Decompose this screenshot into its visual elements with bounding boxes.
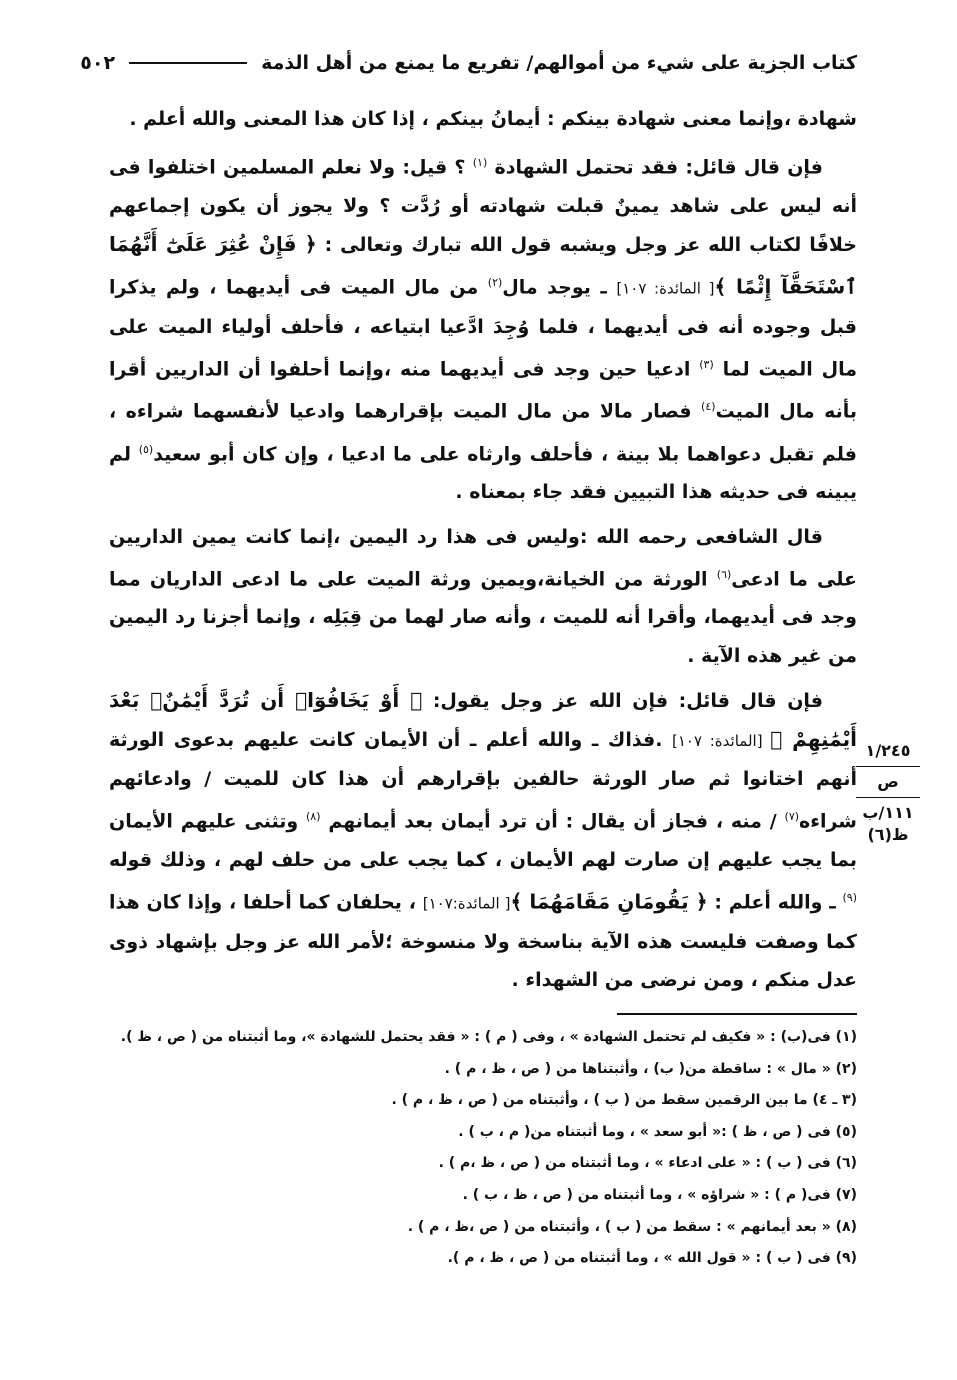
quran-quote: ﴿ أَوْ يَخَافُوٓا۟ أَن تُرَدَّ أَيْمَٰنٌۢ بَعْدَ أَيْمَٰنِهِمْ ﴾ bbox=[109, 687, 857, 752]
running-title: كتاب الجزية على شيء من أموالهم/ تفريع ما يمنع من أهل الذمة bbox=[261, 52, 857, 74]
text-run: شهادة ،وإنما معنى شهادة بينكم : أيمانُ بينكم ، إذا كان هذا المعنى والله أعلم . bbox=[129, 108, 857, 130]
footnote-marker: (٩) bbox=[842, 891, 858, 905]
footnote-marker: (٨) bbox=[305, 810, 321, 824]
margin-rule bbox=[856, 797, 920, 798]
footnote-item: (١) فى(ب) : « فكيف لم تحتمل الشهادة » ، وفى ( م ) : « فقد يحتمل للشهادة »، وما أثبتناه من ( ص ، ظ ). bbox=[120, 1029, 857, 1045]
text-run: فإن قال قائل: فقد تحتمل الشهادة bbox=[487, 156, 823, 179]
text-run: الورثة من الخيانة،ويمين ورثة الميت على ما ادعى الداريان مما وجد فى أيديهما، وأقرا أنه للميت ، وأنه صار لهما من قِبَلِه ، وإنما أجزنا رد اليمين من غير هذه الآية . bbox=[109, 568, 857, 667]
margin-note-folio: ١/٢٤٥ bbox=[865, 741, 911, 760]
text-run: / منه ، فجاز أن يقال : أن ترد أيمان بعد أيمانهم bbox=[320, 810, 785, 833]
paragraph bbox=[109, 144, 857, 511]
text-run: من مال الميت فى أيديهما ، ولم يذكرا قبل وجوده أنه فى أيديهما ، فلما وُجِدَ ادَّعيا ابتياعه ، فأحلف أولياء الميت على مال الميت لما bbox=[109, 276, 857, 381]
paragraph bbox=[109, 100, 857, 138]
marginal-notes bbox=[852, 740, 924, 846]
footnote-item: (٨) « بعد أيمانهم » : سقط من ( ب ) ، وأثبتناه من ( ص ،ظ ، م ) . bbox=[407, 1218, 857, 1235]
footnote-item: (٥) فى ( ص ، ظ ) :« أبو سعد » ، وما أثبتناه من( م ، ب ) . bbox=[458, 1123, 857, 1140]
verse-reference: [ المائدة: ١٠٧] bbox=[616, 279, 715, 298]
text-run: ـ يوجد مال bbox=[502, 276, 617, 299]
verse-reference: [المائدة: ١٠٧] bbox=[672, 732, 771, 751]
text-run: وتثنى عليهم الأيمان بما يجب عليهم إن صارت لهم الأيمان ، كما يجب على من حلف لهم ، وذلك قوله bbox=[109, 810, 857, 871]
quran-quote: ﴿ فَإِنْ عُثِرَ عَلَىٰٓ أَنَّهُمَا ٱسْتَحَقَّآ إِثْمًا ﴾ bbox=[109, 231, 858, 299]
text-run: ـ والله أعلم : bbox=[707, 891, 843, 914]
footnote-marker: (٢) bbox=[487, 276, 503, 290]
page-header bbox=[80, 52, 857, 74]
footnote-item: (٣ ـ ٤) ما بين الرقمين سقط من ( ب ) ، وأثبتناه من ( ص ، ظ ، م ) . bbox=[391, 1092, 857, 1109]
main-text bbox=[109, 100, 857, 1005]
footnote-marker: (٤) bbox=[701, 400, 716, 414]
footnote-marker: (٧) bbox=[784, 810, 800, 824]
text-run: ادعيا حين وجد فى أيديهما منه ،وإنما أحلفوا أن الداريين أقرا بأنه مال الميت bbox=[109, 358, 858, 423]
paragraph bbox=[109, 518, 857, 675]
margin-note-manuscript: ص bbox=[877, 772, 899, 791]
footnote-item: (٩) فى ( ب ) : « قول الله » ، وما أثبتناه من ( ص ، ظ ، م ). bbox=[447, 1250, 857, 1267]
text-run: قال الشافعى رحمه الله :وليس فى هذا رد اليمين ،إنما كانت يمين الداريين على ما ادعى bbox=[109, 525, 857, 591]
footnote-marker: (٥) bbox=[138, 442, 154, 456]
header-rule bbox=[129, 62, 247, 64]
footnotes-list bbox=[109, 1022, 857, 1275]
verse-reference: [ المائدة:١٠٧] bbox=[422, 894, 511, 913]
footnote-item: (٦) فى ( ب ) : « على ادعاء » ، وما أثبتناه من ( ص ، ظ ،م ) . bbox=[438, 1155, 857, 1172]
quran-quote: ﴿ يَقُومَانِ مَقَامَهُمَا ﴾ bbox=[510, 889, 708, 914]
text-run: فصار مالا من مال الميت بإقرارهما وادعيا لأنفسهما شراءه ، فلم تقبل دعواهما بلا بينة ، فأحلف وارثاه على ما ادعيا ، وإن كان أبو سعيد bbox=[109, 400, 857, 466]
text-run: فإن قال قائل: فإن الله عز وجل يقول: bbox=[422, 689, 823, 712]
text-run: ، يحلفان كما أحلفا ، وإذا كان هذا كما وصفت فليست هذه الآية بناسخة ولا منسوخة ؛لأمر الله عز وجل بإشهاد ذوى عدل منكم ، ومن نرضى من الشهداء . bbox=[109, 891, 857, 991]
text-run: لم يبينه فى حديثه هذا التبيين فقد جاء بمعناه . bbox=[109, 443, 857, 504]
footnote-marker: (٣) bbox=[699, 357, 714, 371]
footnote-marker: (٦) bbox=[716, 567, 732, 581]
text-run: ؟ قيل: ولا نعلم المسلمين اختلفوا فى أنه ليس على شاهد يمينٌ قبلت شهادته أو رُدَّت ؟ ولا يجوز أن يكون إجماعهم خلافًا لكتاب الله عز وجل ويشبه قول الله تبارك وتعالى : bbox=[109, 156, 858, 256]
page-number: ٥٠٢ bbox=[80, 52, 116, 74]
footnote-marker: (١) bbox=[472, 156, 488, 170]
margin-note-manuscript: ظ(٦) bbox=[867, 825, 909, 844]
footnote-item: (٢) « مال » : ساقطة من( ب) ، وأثبتناها من ( ص ، ظ ، م ) . bbox=[444, 1060, 857, 1077]
paragraph bbox=[109, 681, 857, 999]
margin-rule bbox=[856, 766, 920, 767]
text-run: .فذاك ـ والله أعلم ـ أن الأيمان كانت عليهم بدعوى الورثة أنهم اختانوا ثم صار الورثة حالفين بإقرارهم أن هذا كان للميت / وادعائهم شراءه bbox=[109, 729, 857, 833]
footnote-item: (٧) فى( م ) : « شراؤه » ، وما أثبتناه من ( ص ، ظ ، ب ) . bbox=[462, 1186, 857, 1203]
footnote-rule bbox=[617, 1013, 857, 1015]
margin-note-folio: ١١١/ب bbox=[862, 803, 914, 822]
